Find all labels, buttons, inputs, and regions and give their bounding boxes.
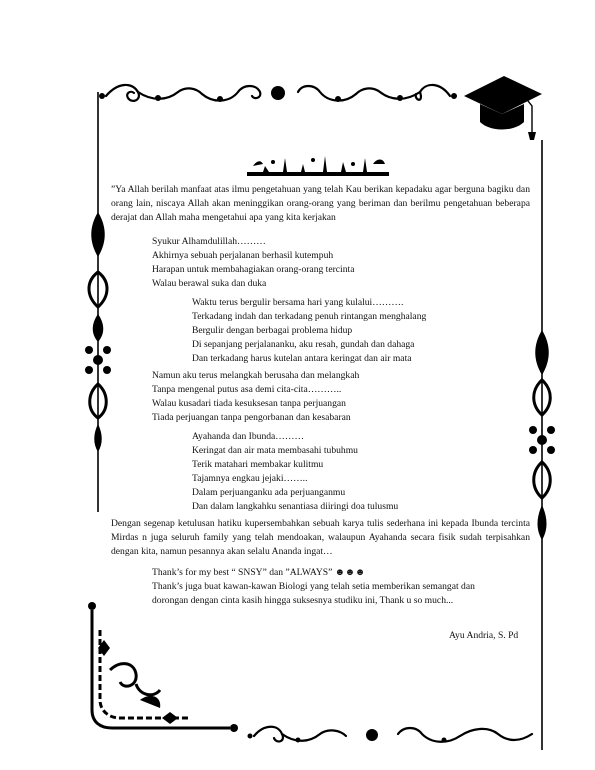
scroll-ornament-bottom bbox=[248, 722, 538, 746]
stanza-4 bbox=[192, 430, 398, 514]
poem-line: Ayahanda dan Ibunda……… bbox=[192, 431, 305, 442]
poem-line: Terik matahari membakar kulitmu bbox=[192, 459, 324, 470]
stanza-1 bbox=[152, 235, 354, 291]
poem-line: Di sepanjang perjalananku, aku resah, gundah dan dahaga bbox=[192, 339, 415, 350]
poem-line: Syukur Alhamdulillah……… bbox=[152, 236, 266, 247]
poem-line: Terkadang indah dan terkadang penuh rintangan menghalang bbox=[192, 311, 427, 322]
poem-line: Keringat dan air mata membasahi tubuhmu bbox=[192, 445, 358, 456]
poem-line: Bergulir dengan berbagai problema hidup bbox=[192, 325, 353, 336]
thanks-block bbox=[152, 566, 475, 608]
scroll-ornament-top bbox=[98, 78, 458, 108]
poem-line: Waktu terus bergulir bersama hari yang kulalui………. bbox=[192, 297, 404, 308]
basmala-calligraphy bbox=[243, 152, 393, 180]
thanks-line: Thank’s for my best “ SNSY” dan ”ALWAYS” ☻☻☻ bbox=[152, 567, 366, 578]
poem-line: Tanpa mengenal putus asa demi cita-cita……….. bbox=[152, 384, 342, 395]
poem-line: Dan terkadang harus kutelan antara keringat dan air mata bbox=[192, 353, 412, 364]
stanza-2 bbox=[192, 296, 426, 366]
poem-line: Akhirnya sebuah perjalanan berhasil kutempuh bbox=[152, 250, 334, 261]
corner-ornament-bottom-left bbox=[80, 600, 240, 740]
signature: Ayu Andria, S. Pd bbox=[449, 630, 519, 641]
thanks-line: dorongan dengan cinta kasih hingga suksesnya studiku ini, Thank u so much... bbox=[152, 595, 454, 606]
intro-quote: ”Ya Allah berilah manfaat atas ilmu pengetahuan yang telah Kau berikan kepadaku agar berguna bagiku dan orang lain, niscaya Allah akan meninggikan orang-orang yang beriman dan berilmu pengetahuan beberapa derajat dan Allah maha mengetahui apa yang kita kerjakan bbox=[111, 184, 530, 223]
dedication-paragraph: Dengan segenap ketulusan hatiku kupersembahkan sebuah karya tulis sederhana ini kepada Ibunda tercinta Mirdas n juga seluruh family yang telah mendoakan, walaupun Ayahanda secara fisik sudah terpisahkan dengan kita, namun pesannya akan selalu Ananda ingat… bbox=[111, 518, 530, 557]
ornamental-pillar-right bbox=[527, 140, 557, 750]
ornamental-pillar-left bbox=[83, 92, 113, 512]
graduation-cap-icon bbox=[462, 72, 544, 142]
poem-line: Dalam perjuanganku ada perjuanganmu bbox=[192, 487, 346, 498]
poem-line: Namun aku terus melangkah berusaha dan melangkah bbox=[152, 370, 360, 381]
poem-line: Tiada perjuangan tanpa pengorbanan dan kesabaran bbox=[152, 412, 351, 423]
poem-line: Walau kusadari tiada kesuksesan tanpa perjuangan bbox=[152, 398, 346, 409]
poem-line: Dan dalam langkahku senantiasa diiringi doa tulusmu bbox=[192, 501, 399, 512]
poem-line: Walau berawal suka dan duka bbox=[152, 278, 267, 289]
stanza-3 bbox=[152, 369, 359, 425]
thanks-line: Thank’s juga buat kawan-kawan Biologi yang telah setia memberikan semangat dan bbox=[152, 581, 475, 592]
poem-line: Harapan untuk membahagiakan orang-orang tercinta bbox=[152, 264, 355, 275]
poem-line: Tajamnya engkau jejaki…….. bbox=[192, 473, 308, 484]
